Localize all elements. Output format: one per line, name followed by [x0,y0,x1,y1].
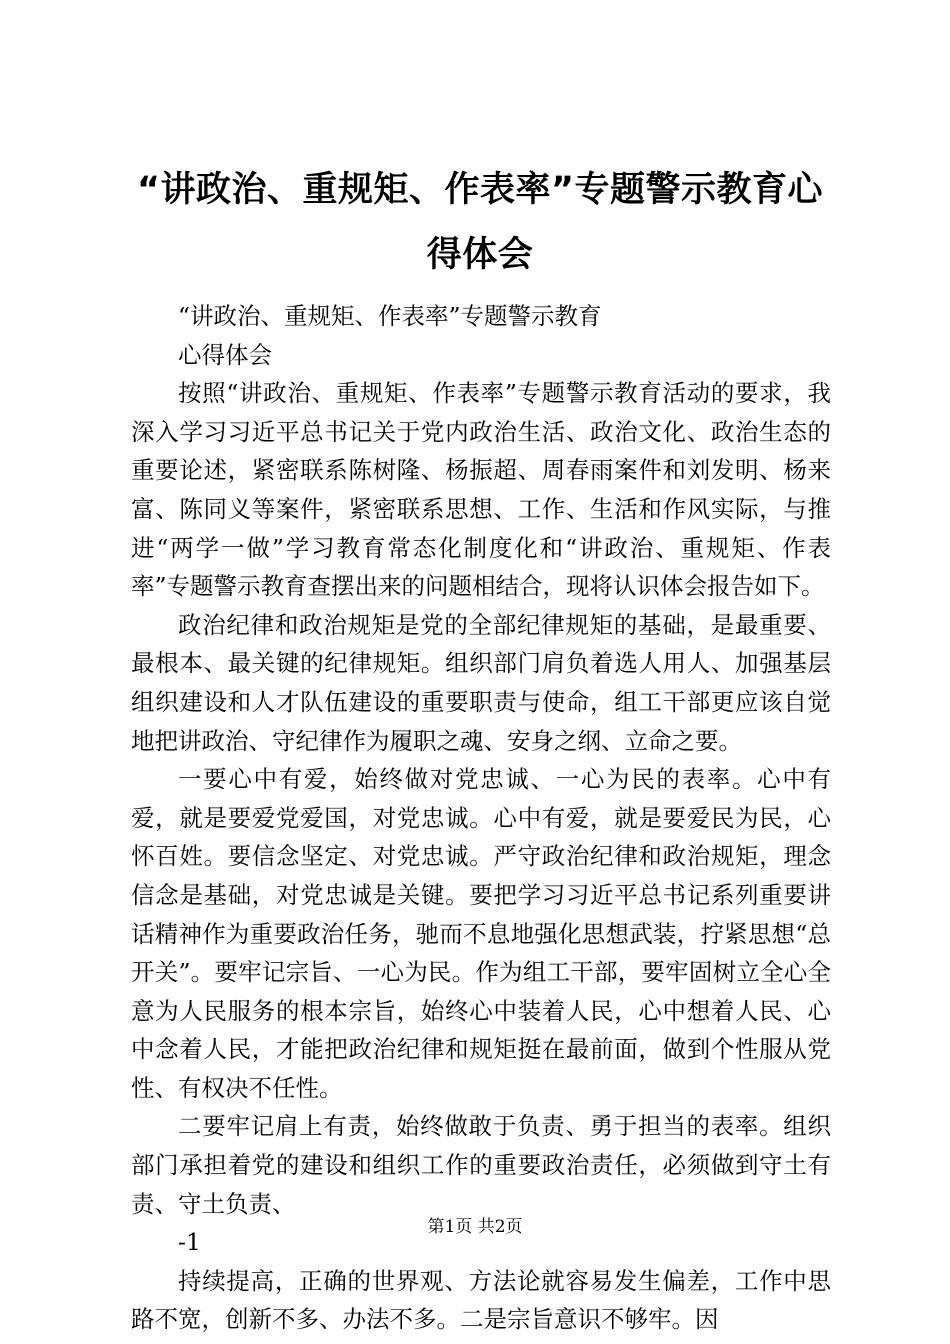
body-paragraph: 政治纪律和政治规矩是党的全部纪律规矩的基础，是最重要、最根本、最关键的纪律规矩。组织部门肩负着选人用人、加强基层组织建设和人才队伍建设的重要职责与使命，组工干部更应该自觉地把讲政治、守纪律作为履职之魂、安身之纲、立命之要。 [131,610,831,755]
subtitle-line-2: 心得体会 [178,340,272,369]
body-paragraph: 持续提高，正确的世界观、方法论就容易发生偏差，工作中思路不宽，创新不多、办法不多。二是宗旨意识不够牢。因 [131,1266,831,1334]
subtitle-line-1: “讲政治、重规矩、作表率”专题警示教育 [178,302,602,330]
body-paragraph: 二要牢记肩上有责，始终做敢于负责、勇于担当的表率。组织部门承担着党的建设和组织工作的重要政治责任，必须做到守土有责、守土负责、 [131,1112,831,1218]
body-paragraph: 按照“讲政治、重规矩、作表率”专题警示教育活动的要求，我深入学习习近平总书记关于党内政治生活、政治文化、政治生态的重要论述，紧密联系陈树隆、杨振超、周春雨案件和刘发明、杨来富、陈同义等案件，紧密联系思想、工作、生活和作风实际，与推进“两学一做”学习教育常态化制度化和“讲政治、重规矩、作表率”专题警示教育查摆出来的问题相结合，现将认识体会报告如下。 [131,379,831,601]
page-footer: 第1页 共2页 [427,1217,523,1237]
document-title: “讲政治、重规矩、作表率”专题警示教育心得体会 [136,170,823,275]
page-marker: -1 [178,1228,201,1257]
body-paragraph: 一要心中有爱，始终做对党忠诚、一心为民的表率。心中有爱，就是要爱党爱国，对党忠诚。心中有爱，就是要爱民为民，心怀百姓。要信念坚定、对党忠诚。严守政治纪律和政治规矩，理念信念是基础，对党忠诚是关键。要把学习习近平总书记系列重要讲话精神作为重要政治任务，驰而不息地强化思想武装，拧紧思想“总开关”。要牢记宗旨、一心为民。作为组工干部，要牢固树立全心全意为人民服务的根本宗旨，始终心中装着人民，心中想着人民、心中念着人民，才能把政治纪律和规矩挺在最前面，做到个性服从党性、有权决不任性。 [131,765,831,1102]
document-body [131,297,831,1339]
